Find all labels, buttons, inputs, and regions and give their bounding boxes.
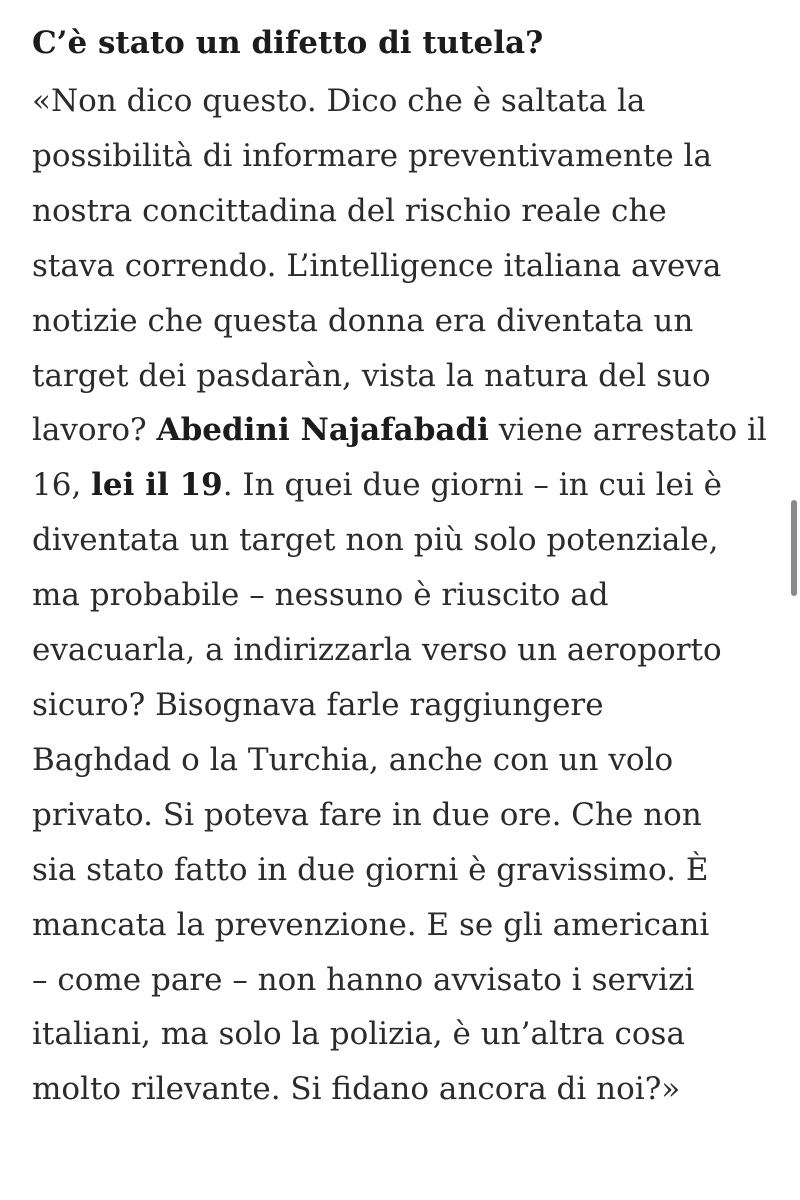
answer-line: sia stato fatto in due giorni è gravissimo. È bbox=[32, 851, 709, 888]
answer-line: evacuarla, a indirizzarla verso un aeroporto bbox=[32, 632, 722, 669]
article-body bbox=[32, 24, 777, 1117]
answer-text: viene arrestato il bbox=[488, 412, 767, 449]
bold-name: Abedini Najafabadi bbox=[156, 412, 489, 449]
answer-line: nostra concittadina del rischio reale che bbox=[32, 192, 667, 229]
answer-line: notizie che questa donna era diventata un bbox=[32, 302, 694, 339]
interview-question: C’è stato un difetto di tutela? bbox=[32, 25, 544, 61]
answer-text: . In quei due giorni – in cui lei è bbox=[222, 467, 722, 504]
scrollbar-thumb[interactable] bbox=[791, 500, 797, 596]
answer-text: lavoro? bbox=[32, 412, 157, 449]
answer-line bbox=[32, 403, 777, 458]
answer-line: possibilità di informare preventivamente la bbox=[32, 137, 712, 174]
answer-line: target dei pasdaràn, vista la natura del suo bbox=[32, 357, 711, 394]
bold-date: lei il 19 bbox=[91, 467, 223, 504]
answer-line: molto rilevante. Si fidano ancora di noi?» bbox=[32, 1071, 681, 1108]
answer-line: ma probabile – nessuno è riuscito ad bbox=[32, 577, 609, 614]
answer-text: 16, bbox=[32, 467, 92, 504]
answer-line: stava correndo. L’intelligence italiana aveva bbox=[32, 247, 722, 284]
interview-answer bbox=[32, 74, 777, 1117]
answer-line: «Non dico questo. Dico che è saltata la bbox=[32, 83, 646, 119]
answer-line: sicuro? Bisognava farle raggiungere bbox=[32, 686, 604, 723]
answer-line bbox=[32, 458, 777, 513]
answer-line: – come pare – non hanno avvisato i servizi bbox=[32, 961, 695, 998]
answer-line: Baghdad o la Turchia, anche con un volo bbox=[32, 741, 674, 778]
answer-line: privato. Si poteva fare in due ore. Che non bbox=[32, 796, 702, 833]
answer-line: mancata la prevenzione. E se gli americani bbox=[32, 906, 710, 943]
answer-line: italiani, ma solo la polizia, è un’altra cosa bbox=[32, 1016, 685, 1053]
answer-line: diventata un target non più solo potenziale, bbox=[32, 522, 719, 559]
